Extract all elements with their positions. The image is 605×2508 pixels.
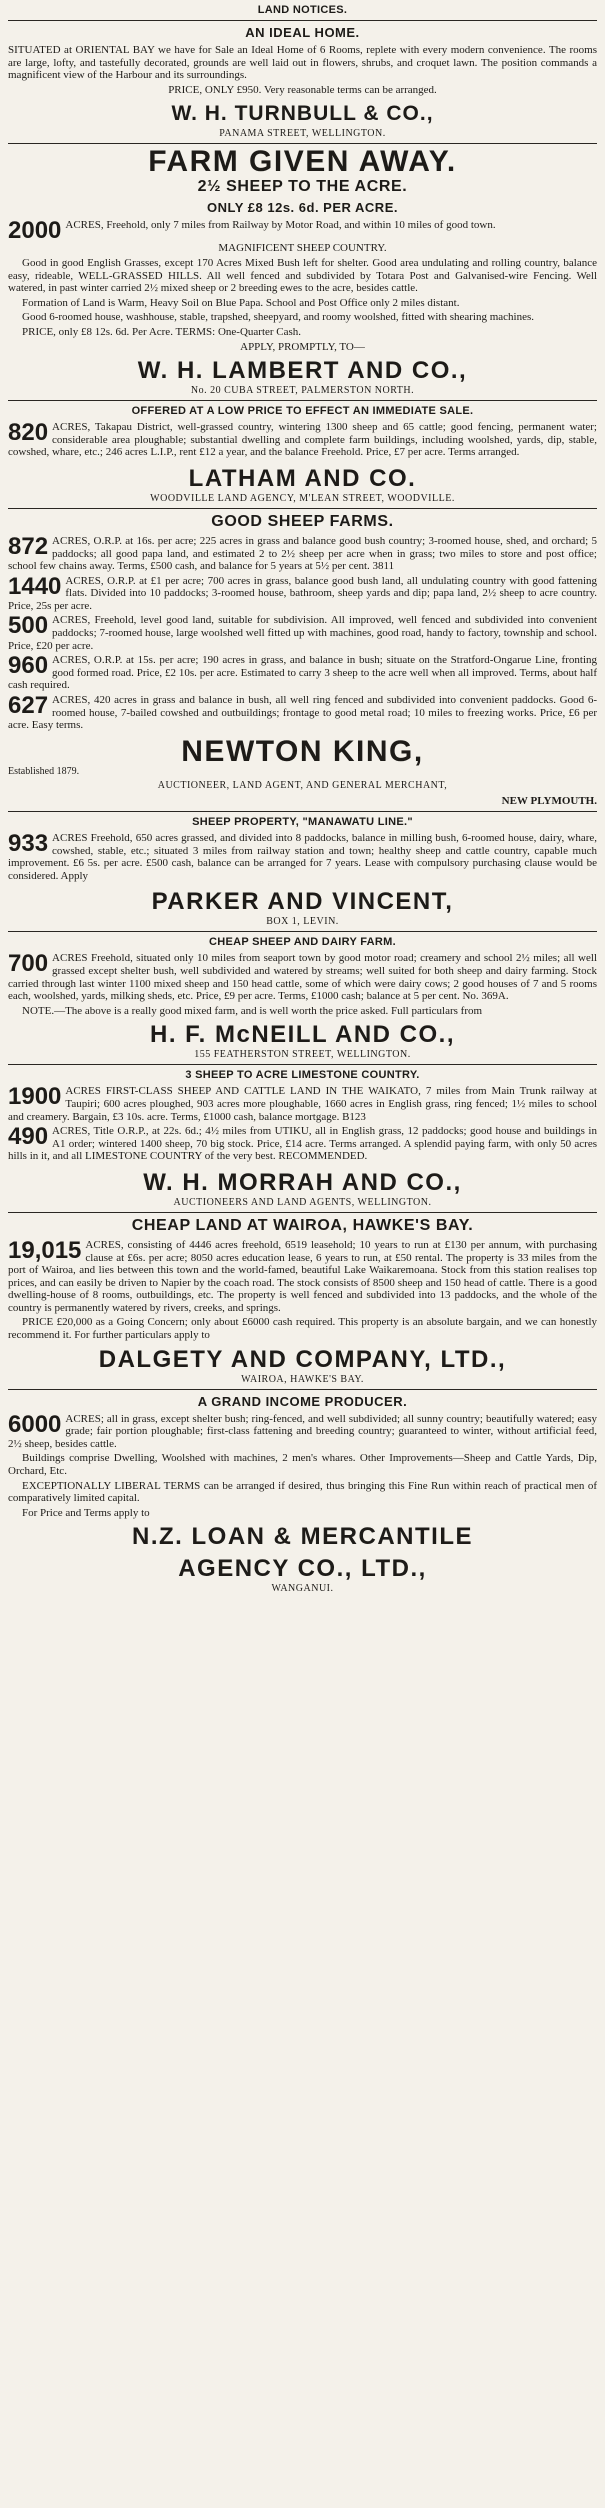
ad-price: PRICE £20,000 as a Going Concern; only about £6000 cash required. This property is an absolute bargain, and we can honestly recommend it. For further particulars apply to xyxy=(8,1316,597,1342)
firm-name: W. H. LAMBERT AND CO., xyxy=(137,357,468,385)
firm-address: No. 20 CUBA STREET, PALMERSTON NORTH. xyxy=(190,385,415,397)
listing-text: ACRES, O.R.P. at 15s. per acre; 190 acres in grass, and balance in bush; situate on the Stratford-Ongarue Line, fronting good formed road. Price, £2 10s. per acre. Estimated to carry 3 sheep to the acre well when all improved. Terms, about half cash required. xyxy=(8,654,597,692)
ad-note: NOTE.—The above is a really good mixed farm, and is well worth the price asked. Full particulars from xyxy=(22,1004,483,1017)
ad-good-sheep-farms xyxy=(8,513,597,808)
firm-address: WAIROA, HAWKE'S BAY. xyxy=(241,1373,364,1385)
ad-apply: APPLY, PROMPTLY, TO— xyxy=(240,340,365,353)
ad-price-line: ONLY £8 12s. 6d. PER ACRE. xyxy=(207,200,398,216)
divider xyxy=(8,400,597,401)
firm-name: PARKER AND VINCENT, xyxy=(151,888,454,916)
ad-price: PRICE, ONLY £950. Very reasonable terms can be arranged. xyxy=(168,83,437,96)
ad-header: OFFERED AT A LOW PRICE TO EFFECT AN IMMEDIATE SALE. xyxy=(131,405,474,418)
ad-body: ACRES Freehold, 650 acres grassed, and divided into 8 paddocks, balance in milling bush, 6-roomed house, dairy, whare, cowshed, stable, etc.; situated 3 miles from railway station and town; healthy sheep and cattle country, capable much improvement. £6 5s. per acre. £500 cash, balance can be arranged for 7 years. Lease with compulsory purchasing clause would be considered. Apply xyxy=(8,832,597,882)
acreage-number: 500 xyxy=(8,612,49,640)
divider xyxy=(8,1064,597,1065)
acreage-number: 6000 xyxy=(8,1410,62,1438)
acreage-number: 872 xyxy=(8,532,49,560)
ad-subheading: MAGNIFICENT SHEEP COUNTRY. xyxy=(218,242,387,255)
ad-header: CHEAP LAND AT WAIROA, HAWKE'S BAY. xyxy=(131,1216,474,1234)
section-header: LAND NOTICES. xyxy=(257,4,348,16)
firm-town: NEW PLYMOUTH. xyxy=(501,795,597,808)
acreage-number: 960 xyxy=(8,652,49,680)
firm-name: N.Z. LOAN & MERCANTILE xyxy=(132,1523,473,1551)
firm-name: W. H. TURNBULL & CO., xyxy=(171,102,434,126)
firm-name: NEWTON KING, xyxy=(181,734,424,768)
acreage-number: 19,015 xyxy=(8,1236,82,1264)
acreage-number: 700 xyxy=(8,950,49,978)
ad-paragraph: Buildings comprise Dwelling, Woolshed with machines, 2 men's whares. Other Improvements—Sheep and Cattle Yards, Dip, Orchard, Etc. xyxy=(8,1452,597,1478)
divider xyxy=(8,20,597,21)
ad-body: ACRES, Takapau District, well-grassed country, wintering 1300 sheep and 65 cattle; good fencing, permanent water; considerable area ploughable; substantial dwelling and complete farm buildings, including woolshed, yards, dip, stable, cowshed, whare, etc.; 246 acres L.I.P., rent £12 a year, and the balance Freehold. Price, £7 per acre. Terms arranged. xyxy=(8,421,597,459)
ad-paragraph: Formation of Land is Warm, Heavy Soil on Blue Papa. School and Post Office only 2 miles distant. xyxy=(22,296,460,309)
firm-role: AUCTIONEER, LAND AGENT, AND GENERAL MERCHANT, xyxy=(157,780,448,792)
acreage-number: 1440 xyxy=(8,572,62,600)
ad-limestone-country xyxy=(8,1069,597,1208)
ad-paragraph: For Price and Terms apply to xyxy=(22,1506,150,1519)
divider xyxy=(8,811,597,812)
divider xyxy=(8,931,597,932)
firm-name: LATHAM AND CO. xyxy=(188,464,417,492)
ad-paragraph: Good in good English Grasses, except 170 Acres Mixed Bush left for shelter. Good area undulating and rolling country, balance easy, rideable, WELL-GRASSED HILLS. All well fenced and subdivided by Totara Post and Galvanised-wire Fencing. Well watered, in past winter carried 2½ mixed sheep or 2 breeding ewes to the acre, besides cattle. xyxy=(8,256,597,295)
divider xyxy=(8,1389,597,1390)
acreage-number: 490 xyxy=(8,1123,49,1151)
ad-header: AN IDEAL HOME. xyxy=(245,25,360,40)
ad-paragraph: Good 6-roomed house, washhouse, stable, trapshed, sheepyard, and roomy woolshed, fitted with shearing machines. xyxy=(22,311,534,324)
ad-header: FARM GIVEN AWAY. xyxy=(148,145,457,179)
listing-text: ACRES, O.R.P. at £1 per acre; 700 acres in grass, balance good bush land, all undulating country with good fattening flats. Divided into 10 paddocks; 3-roomed house, bathroom, sheep yards and dip; papa land, 2½ sheep to acre country. Price, 25s per acre. xyxy=(8,574,597,612)
ad-lead-text: ACRES, Freehold, only 7 miles from Railway by Motor Road, and within 10 miles of good town. xyxy=(65,219,496,232)
divider xyxy=(8,508,597,509)
firm-address: WOODVILLE LAND AGENCY, M'LEAN STREET, WOODVILLE. xyxy=(150,492,455,504)
established-note: Established 1879. xyxy=(8,765,80,777)
ad-takapau xyxy=(8,405,597,504)
listing-text: ACRES FIRST-CLASS SHEEP AND CATTLE LAND IN THE WAIKATO, 7 miles from Main Trunk railway at Taupiri; 600 acres ploughed, 903 acres more ploughable, 1660 acres in English grass, ring fenced; 1½ miles to school and creamery. Bargain, £3 10s. acre. Terms, £1000 cash, balance mortgage. B123 xyxy=(8,1085,597,1123)
ad-header: SHEEP PROPERTY, "MANAWATU LINE." xyxy=(192,816,413,828)
ad-paragraph: EXCEPTIONALLY LIBERAL TERMS can be arranged if desired, thus bringing this Fine Run within reach of practical men of comparatively limited capital. xyxy=(8,1479,597,1505)
firm-role: AUCTIONEERS AND LAND AGENTS, WELLINGTON. xyxy=(173,1196,432,1208)
firm-address: BOX 1, LEVIN. xyxy=(266,916,339,928)
ad-body: ACRES; all in grass, except shelter bush; ring-fenced, and well subdivided; all sunny country; beautifully watered; easy grade; fair portion ploughable; first-class fattening and breeding country; guaranteed to winter, without artificial feed, 2½ sheep, besides cattle. xyxy=(8,1412,597,1450)
ad-body: ACRES Freehold, situated only 10 miles from seaport town by good motor road; creamery and school 2½ miles; all well grassed except shelter bush, well subdivided and watered by streams; well suited for both sheep and dairy farming. Stock carried through last winter 1100 mixed sheep and 150 head cattle, some of which were dairy cows; 2 good houses of 7 and 5 rooms each, woolshed, yards, milking sheds, etc. Price, £9 per acre. Terms, £1000 cash; balance at 5 per cent. No. 369A. xyxy=(8,952,597,1003)
listing-text: ACRES, Title O.R.P., at 22s. 6d.; 4½ miles from UTIKU, all in English grass, 12 paddocks; good house and buildings in A1 order; wintered 1400 sheep, 70 big stock. Price, £14 acre. Terms arranged. A splendid paying farm, with only 50 acres hills in it, and all LIMESTONE COUNTRY of the very best. RECOMMENDED. xyxy=(8,1125,597,1163)
ad-header: CHEAP SHEEP AND DAIRY FARM. xyxy=(209,936,396,949)
ad-body: ACRES, consisting of 4446 acres freehold, 6519 leasehold; 10 years to run at £130 per annum, with purchasing clause at £6s. per acre; 8050 acres education lease, 6 years to run, at £50 rental. The property is 33 miles from the port of Wairoa, and lies between this town and the world-famed, beautiful Lake Waikaremoana. Stock from this station realises top prices, and can easily be driven to Napier by the coach road. The stock consists of 8500 sheep and 150 head of cattle. There is a good dwelling-house of 8 rooms, outbuildings, etc. The property is well fenced and subdivided into 13 paddocks, and the whole of the country is permanently watered by rivers, creeks, and springs. xyxy=(8,1238,597,1314)
listing-text: ACRES, Freehold, level good land, suitable for subdivision. All improved, well fenced and subdivided into convenient paddocks; 7-roomed house, large woolshed well fitted up with machines, good road, handy to factory, township and school. Price, £20 per acre. xyxy=(8,614,597,652)
acreage-number: 2000 xyxy=(8,217,62,245)
listing-text: ACRES, O.R.P. at 16s. per acre; 225 acres in grass and balance good bush country; 3-roomed house, shed, and orchard; 5 paddocks; all good papa land, and estimated 2 to 2½ sheep per acre when in grass; two miles to store and post office; school few chains away. Terms, £500 cash, and balance for 5 years at 5½ per cent. 3811 xyxy=(8,534,597,573)
divider xyxy=(8,1212,597,1213)
firm-address: 155 FEATHERSTON STREET, WELLINGTON. xyxy=(194,1049,411,1061)
firm-address: PANAMA STREET, WELLINGTON. xyxy=(219,128,386,140)
firm-name-line2: AGENCY CO., LTD., xyxy=(178,1555,427,1583)
ad-wairoa xyxy=(8,1217,597,1385)
acreage-number: 820 xyxy=(8,419,49,447)
divider xyxy=(8,143,597,144)
acreage-number: 933 xyxy=(8,830,49,857)
ad-price: PRICE, only £8 12s. 6d. Per Acre. TERMS: One-Quarter Cash. xyxy=(22,325,302,338)
firm-name: W. H. MORRAH AND CO., xyxy=(143,1168,462,1196)
firm-name: H. F. McNEILL AND CO., xyxy=(149,1021,455,1049)
ad-farm-given-away xyxy=(8,145,597,397)
ad-grand-income-producer xyxy=(8,1394,597,1595)
acreage-number: 627 xyxy=(8,692,49,720)
firm-town: WANGANUI. xyxy=(271,1583,334,1595)
ad-header: GOOD SHEEP FARMS. xyxy=(211,512,394,530)
ad-ideal-home xyxy=(8,25,597,139)
ad-header: 3 SHEEP TO ACRE LIMESTONE COUNTRY. xyxy=(185,1069,420,1082)
ad-sheep-dairy-farm xyxy=(8,936,597,1060)
firm-name: DALGETY AND COMPANY, LTD., xyxy=(98,1345,507,1373)
ad-body: SITUATED at ORIENTAL BAY we have for Sale an Ideal Home of 6 Rooms, replete with every modern convenience. The rooms are large, lofty, and tastefully decorated, grounds are well laid out in flowers, shrubs, and croquet lawn. The position commands a magnificent view of the Harbour and its surroundings. xyxy=(8,44,597,82)
ad-subheader: 2½ SHEEP TO THE ACRE. xyxy=(197,178,408,196)
listing-text: ACRES, 420 acres in grass and balance in bush, all well ring fenced and subdivided into convenient paddocks. Good 6-roomed house, 7-bailed cowshed and outbuildings; frontage to good metal road; 10 miles to freezing works. Price, £6 per acre. Easy terms. xyxy=(8,694,597,732)
acreage-number: 1900 xyxy=(8,1083,62,1111)
ad-header: A GRAND INCOME PRODUCER. xyxy=(197,1393,408,1409)
ad-manawatu-line xyxy=(8,816,597,927)
